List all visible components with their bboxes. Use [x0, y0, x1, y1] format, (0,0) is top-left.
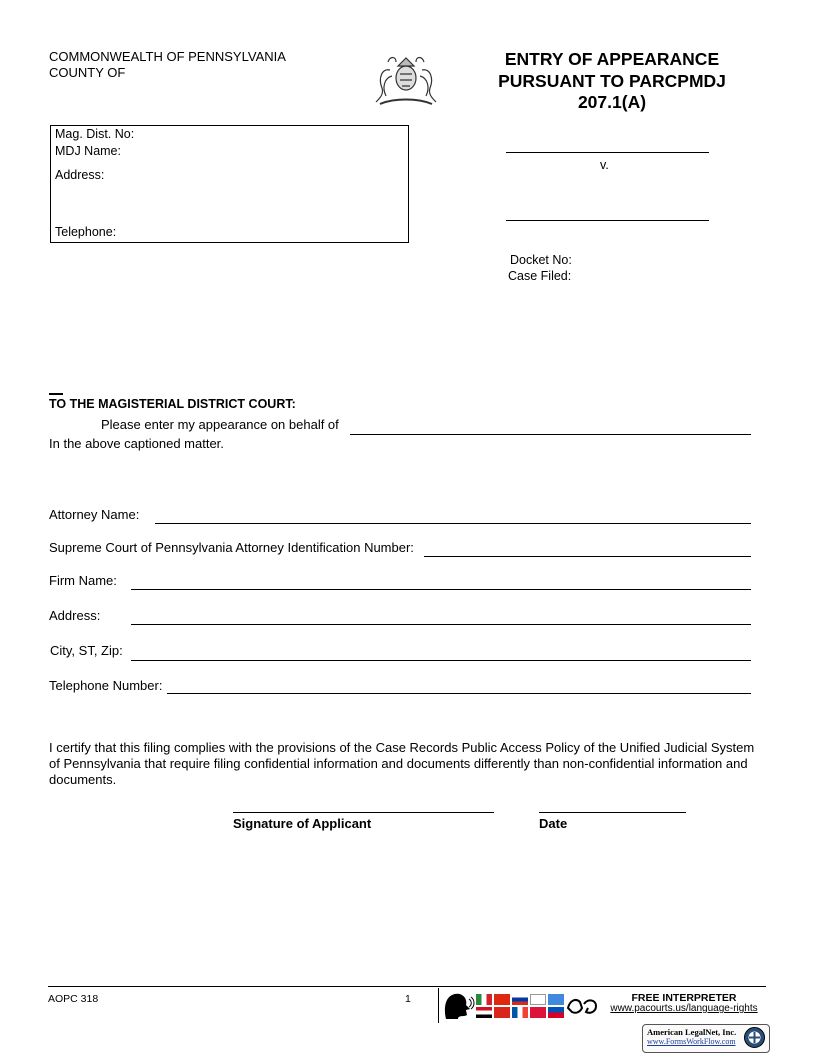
haiti-flag-icon: [548, 1007, 564, 1018]
signature-line[interactable]: [233, 812, 494, 813]
telephone-number-label: Telephone Number:: [49, 678, 163, 693]
interpreter-title: FREE INTERPRETER: [631, 992, 737, 1004]
signature-label: Signature of Applicant: [233, 816, 372, 831]
attorney-id-line[interactable]: [424, 556, 751, 557]
page-number: 1: [405, 993, 411, 1005]
france-flag-icon: [512, 1007, 528, 1018]
mexico-flag-icon: [476, 994, 492, 1005]
document-title: [470, 49, 754, 114]
firm-name-label: Firm Name:: [49, 573, 117, 588]
decorative-dash: [49, 393, 63, 395]
somalia-flag-icon: [548, 994, 564, 1005]
plaintiff-line[interactable]: [506, 152, 709, 153]
title-line-1: ENTRY OF APPEARANCE: [504, 49, 720, 69]
telephone-number-line[interactable]: [167, 693, 751, 694]
korea-flag-icon: [530, 994, 546, 1005]
vietnam-flag-icon: [494, 1007, 510, 1018]
to-court-heading: TO THE MAGISTERIAL DISTRICT COURT:: [49, 397, 296, 411]
certification-line-1: I certify that this filing complies with the provisions of the Case Records Public Access Policy of the Unified Judicial System: [49, 740, 755, 755]
above-matter-text: In the above captioned matter.: [49, 436, 224, 451]
city-st-zip-line[interactable]: [131, 660, 751, 661]
attorney-address-line[interactable]: [131, 624, 751, 625]
vendor-logo-icon: [743, 1026, 766, 1049]
footer-divider: [438, 988, 439, 1023]
russia-flag-icon: [512, 994, 528, 1005]
court-telephone-label: Telephone:: [55, 225, 117, 239]
speaking-head-icon: [442, 991, 476, 1021]
nepal-flag-icon: [530, 1007, 546, 1018]
versus-label: v.: [600, 158, 609, 172]
attorney-id-label: Supreme Court of Pennsylvania Attorney Identification Number:: [49, 540, 414, 555]
commonwealth-label: COMMONWEALTH OF PENNSYLVANIA: [49, 49, 286, 64]
vendor-name: American LegalNet, Inc.: [647, 1027, 737, 1037]
egypt-flag-icon: [476, 1007, 492, 1018]
attorney-name-line[interactable]: [155, 523, 751, 524]
sign-language-icon: [566, 994, 600, 1018]
footer-rule: [48, 986, 766, 987]
enter-appearance-text: Please enter my appearance on behalf of: [101, 417, 339, 432]
pennsylvania-seal-icon: [370, 48, 442, 110]
on-behalf-of-line[interactable]: [350, 434, 751, 435]
defendant-line[interactable]: [506, 220, 709, 221]
certification-line-2: of Pennsylvania that require filing confidential information and documents differently than non-confidential information and: [49, 756, 748, 771]
mag-dist-no-label: Mag. Dist. No:: [55, 127, 135, 141]
certification-line-3: documents.: [49, 772, 117, 787]
court-address-label: Address:: [55, 168, 105, 182]
china-flag-icon: [494, 994, 510, 1005]
date-line[interactable]: [539, 812, 686, 813]
date-label: Date: [539, 816, 568, 831]
title-line-3: 207.1(A): [577, 92, 647, 112]
city-st-zip-label: City, ST, Zip:: [50, 643, 123, 658]
mdj-name-label: MDJ Name:: [55, 144, 121, 158]
case-filed-label: Case Filed:: [508, 269, 572, 283]
attorney-name-label: Attorney Name:: [49, 507, 140, 522]
title-line-2: PURSUANT TO PARCPMDJ: [498, 70, 726, 91]
attorney-address-label: Address:: [49, 608, 101, 623]
vendor-link[interactable]: www.FormsWorkFlow.com: [647, 1037, 736, 1046]
interpreter-link[interactable]: www.pacourts.us/language-rights: [610, 1003, 758, 1014]
firm-name-line[interactable]: [131, 589, 751, 590]
form-number: AOPC 318: [48, 993, 99, 1005]
docket-no-label: Docket No:: [510, 253, 572, 267]
county-label: COUNTY OF: [49, 65, 126, 80]
